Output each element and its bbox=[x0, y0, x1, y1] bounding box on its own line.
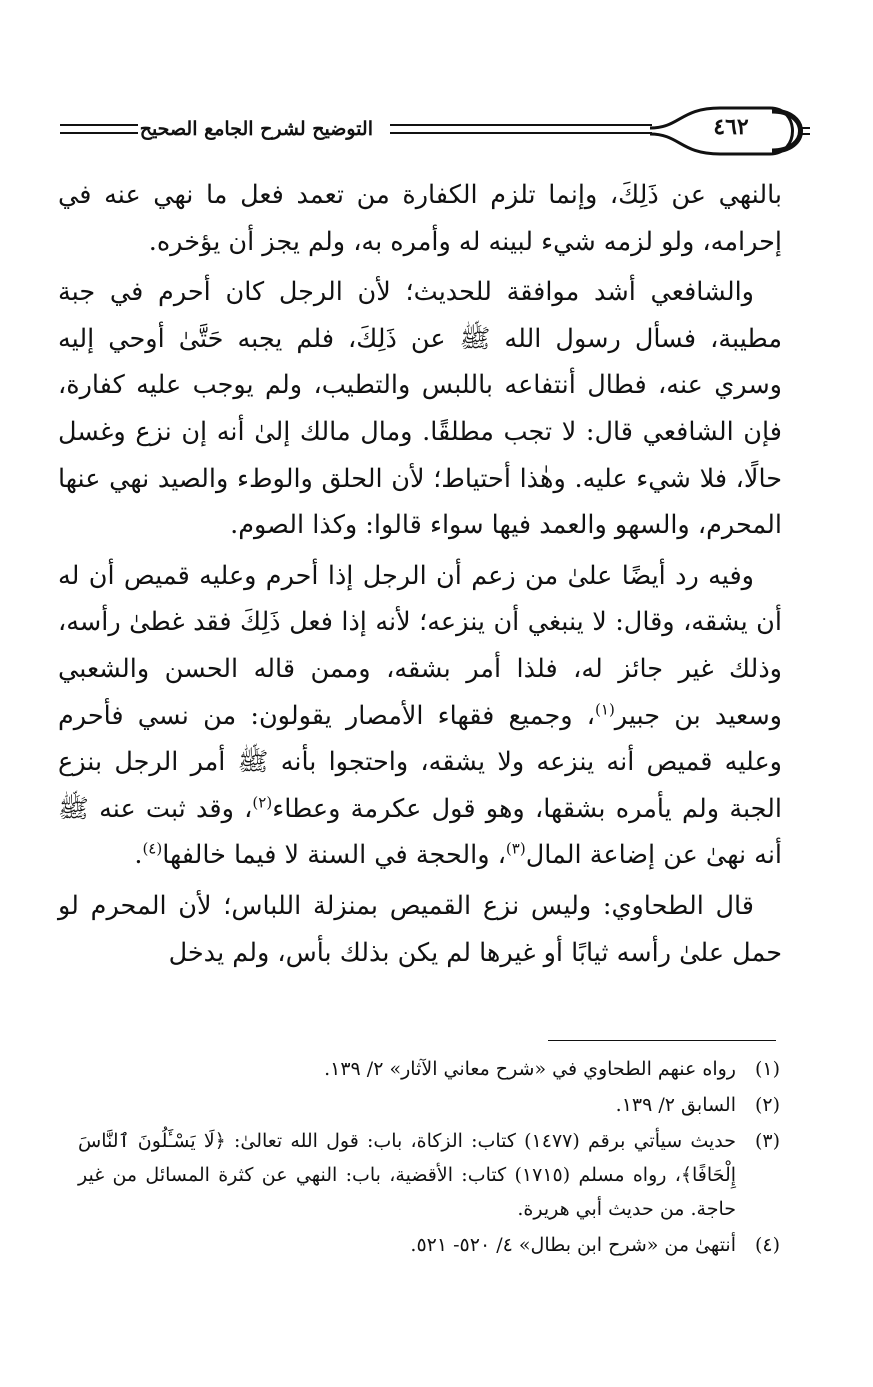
footnote bbox=[78, 1052, 780, 1086]
main-text bbox=[58, 172, 782, 976]
footnote-text: حديث سيأتي برقم (١٤٧٧) كتاب: الزكاة، باب: قول الله تعالىٰ: ﴿لَا يَسْـَٔلُونَ ٱلنَّاسَ إِلْحَافًا﴾، رواه مسلم (١٧١٥) كتاب: الأقضية، باب: النهي عن كثرة المسائل من غير حاجة. من حديث أبي هريرة. bbox=[78, 1130, 737, 1220]
footnote-ref[interactable]: (٣) bbox=[505, 839, 526, 858]
header-rule-left-bottom bbox=[60, 132, 138, 134]
header-rule-left-top bbox=[60, 124, 138, 126]
footnote-number: (٤) bbox=[754, 1234, 780, 1256]
header-rule-middle-top bbox=[390, 124, 652, 126]
footnote-text: رواه عنهم الطحاوي في «شرح معاني الآثار» ٢/ ١٣٩. bbox=[324, 1058, 736, 1080]
footnote bbox=[78, 1228, 780, 1262]
footnote-ref[interactable]: (١) bbox=[595, 700, 615, 719]
header-rule-middle-bottom bbox=[390, 132, 652, 134]
paragraph: بالنهي عن ذَلِكَ، وإنما تلزم الكفارة من تعمد فعل ما نهي عنه في إحرامه، ولو لزمه شيء لبينه له وأمره به، ولم يجز أن يؤخره. bbox=[58, 180, 782, 257]
footnote-ref[interactable]: (٤) bbox=[142, 839, 163, 858]
footnote-separator bbox=[548, 1040, 776, 1041]
paragraph: قال الطحاوي: وليس نزع القميص بمنزلة اللباس؛ لأن المحرم لو حمل علىٰ رأسه ثيابًا أو غيرها لم يكن بذلك بأس، ولم يدخل bbox=[58, 890, 782, 968]
footnote-text: السابق ٢/ ١٣٩. bbox=[615, 1094, 736, 1116]
paragraph: وفيه رد أيضًا علىٰ من زعم أن الرجل إذا أحرم وعليه قميص أن له أن يشقه، وقال: لا ينبغي أن ينزعه؛ لأنه إذا فعل ذَلِكَ فقد غطىٰ رأسه، وذلك غير جائز له، فلذا أمر بشقه، وممن قاله الحسن والشعبي وسعيد بن جبير$^{(١)}$، وجميع فقهاء الأمصار يقولون: من نسي فأحرم وعليه قميص أنه ينزعه ولا يشقه، واحتجوا بأنه ﷺ أمر الرجل بنزع الجبة ولم يأمره بشقها، وهو قول عكرمة وعطاء$^{(٢)}$، وقد ثبت عنه ﷺ أنه نهىٰ عن إضاعة المال$^{(٣)}$، والحجة في السنة لا فيما خالفها$^{(٤)}$. bbox=[58, 560, 782, 871]
header-title: التوضيح لشرح الجامع الصحيح bbox=[139, 118, 373, 140]
footnote-number: (٣) bbox=[754, 1130, 780, 1152]
footnote bbox=[78, 1124, 780, 1226]
page-number: ٤٦٢ bbox=[713, 114, 749, 140]
footnote-text: أنتهىٰ من «شرح ابن بطال» ٤/ ٥٢٠- ٥٢١. bbox=[410, 1234, 736, 1256]
footnote-number: (١) bbox=[754, 1058, 780, 1080]
footnote-number: (٢) bbox=[754, 1094, 780, 1116]
running-header bbox=[60, 104, 793, 160]
footnotes bbox=[78, 1052, 780, 1264]
footnote bbox=[78, 1088, 780, 1122]
paragraph: والشافعي أشد موافقة للحديث؛ لأن الرجل كان أحرم في جبة مطيبة، فسأل رسول الله ﷺ عن ذَلِكَ، فلم يجبه حَتَّىٰ أوحي إليه وسري عنه، فطال أنتفاعه باللبس والتطيب، ولم يوجب عليه كفارة، فإن الشافعي قال: لا تجب مطلقًا. ومال مالك إلىٰ أنه إن نزع وغسل حالًا، فلا شيء عليه. وهٰذا أحتياط؛ لأن الحلق والوطء والصيد نهي عنها المحرم، والسهو والعمد فيها سواء قالوا: وكذا الصوم. bbox=[58, 277, 782, 541]
footnote-ref[interactable]: (٢) bbox=[252, 793, 273, 812]
